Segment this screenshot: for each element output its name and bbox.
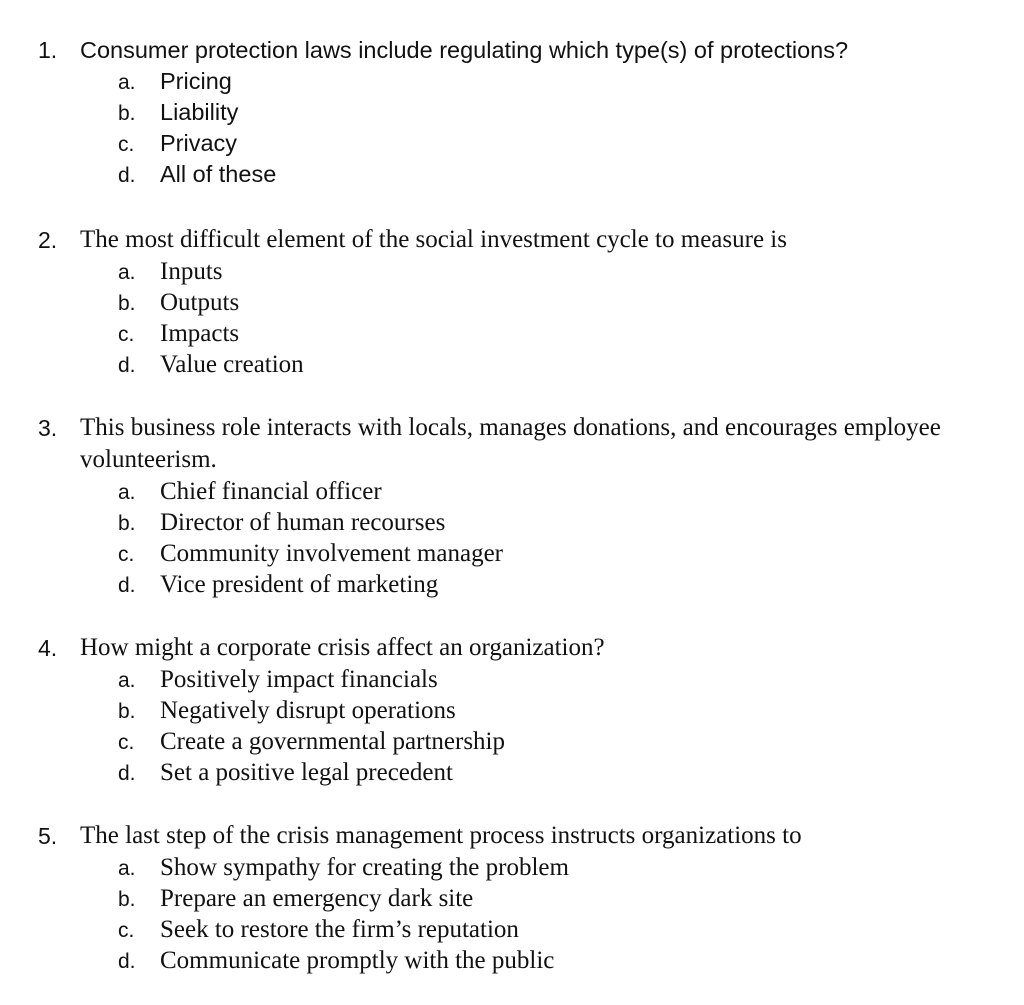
option-text: Outputs [160,289,240,316]
question-4 [38,632,998,788]
question-text: The last step of the crisis management process instructs organizations to [80,822,802,849]
option-letter: a. [118,857,136,880]
question-number: 3. [38,415,58,441]
option-d [118,945,998,976]
question-1 [38,34,998,190]
option-c [118,726,998,757]
option-c [118,128,998,159]
option-letter: c. [118,543,135,566]
option-text: Positively impact financials [160,666,438,693]
option-letter: a. [118,71,136,94]
option-letter: b. [118,700,136,723]
option-a [118,66,998,97]
option-d [118,159,998,190]
option-text: Vice president of marketing [160,571,439,598]
question-text: The most difficult element of the social investment cycle to measure is [80,226,787,253]
option-text: Liability [160,99,239,125]
option-letter: b. [118,102,136,125]
option-letter: b. [118,292,136,315]
question-text: Consumer protection laws include regulating which type(s) of protections? [80,37,849,63]
option-text: Community involvement manager [160,540,503,567]
option-c [118,538,998,569]
option-letter: c. [118,919,135,942]
option-d [118,569,998,600]
question-5 [38,820,998,976]
answer-options [38,256,998,380]
option-text: Director of human recourses [160,509,446,536]
question-number: 4. [38,635,58,661]
option-d [118,349,998,380]
option-text: Prepare an emergency dark site [160,885,474,912]
option-letter: d. [118,950,136,973]
option-text: Inputs [160,258,223,285]
option-a [118,476,998,507]
option-d [118,757,998,788]
option-text: Set a positive legal precedent [160,759,453,786]
option-letter: c. [118,323,135,346]
option-letter: a. [118,261,136,284]
option-text: Seek to restore the firm’s reputation [160,916,519,943]
question-text: How might a corporate crisis affect an organization? [80,634,605,661]
option-b [118,695,998,726]
answer-options [38,66,998,190]
option-a [118,852,998,883]
option-letter: c. [118,731,135,754]
option-letter: d. [118,574,136,597]
option-b [118,287,998,318]
option-letter: d. [118,354,136,377]
answer-options [38,664,998,788]
option-text: Value creation [160,351,304,378]
option-text: Show sympathy for creating the problem [160,854,569,881]
option-b [118,883,998,914]
option-letter: b. [118,888,136,911]
option-text: Pricing [160,68,232,94]
question-text: This business role interacts with locals, manages donations, and encourages employee volunteerism. [80,414,941,473]
option-b [118,97,998,128]
answer-options [38,476,998,600]
option-letter: d. [118,164,136,187]
option-text: Privacy [160,130,238,156]
option-text: Negatively disrupt operations [160,697,456,724]
question-3 [38,412,998,600]
option-letter: b. [118,512,136,535]
option-text: Communicate promptly with the public [160,947,555,974]
option-text: All of these [160,161,277,187]
option-c [118,318,998,349]
option-text: Create a governmental partnership [160,728,505,755]
answer-options [38,852,998,976]
question-number: 5. [38,823,58,849]
option-text: Impacts [160,320,240,347]
option-letter: c. [118,133,135,156]
option-letter: a. [118,481,136,504]
option-letter: d. [118,762,136,785]
question-number: 1. [38,37,58,63]
option-text: Chief financial officer [160,478,382,505]
option-a [118,664,998,695]
question-2 [38,224,998,380]
option-letter: a. [118,669,136,692]
question-number: 2. [38,227,58,253]
option-b [118,507,998,538]
option-a [118,256,998,287]
option-c [118,914,998,945]
